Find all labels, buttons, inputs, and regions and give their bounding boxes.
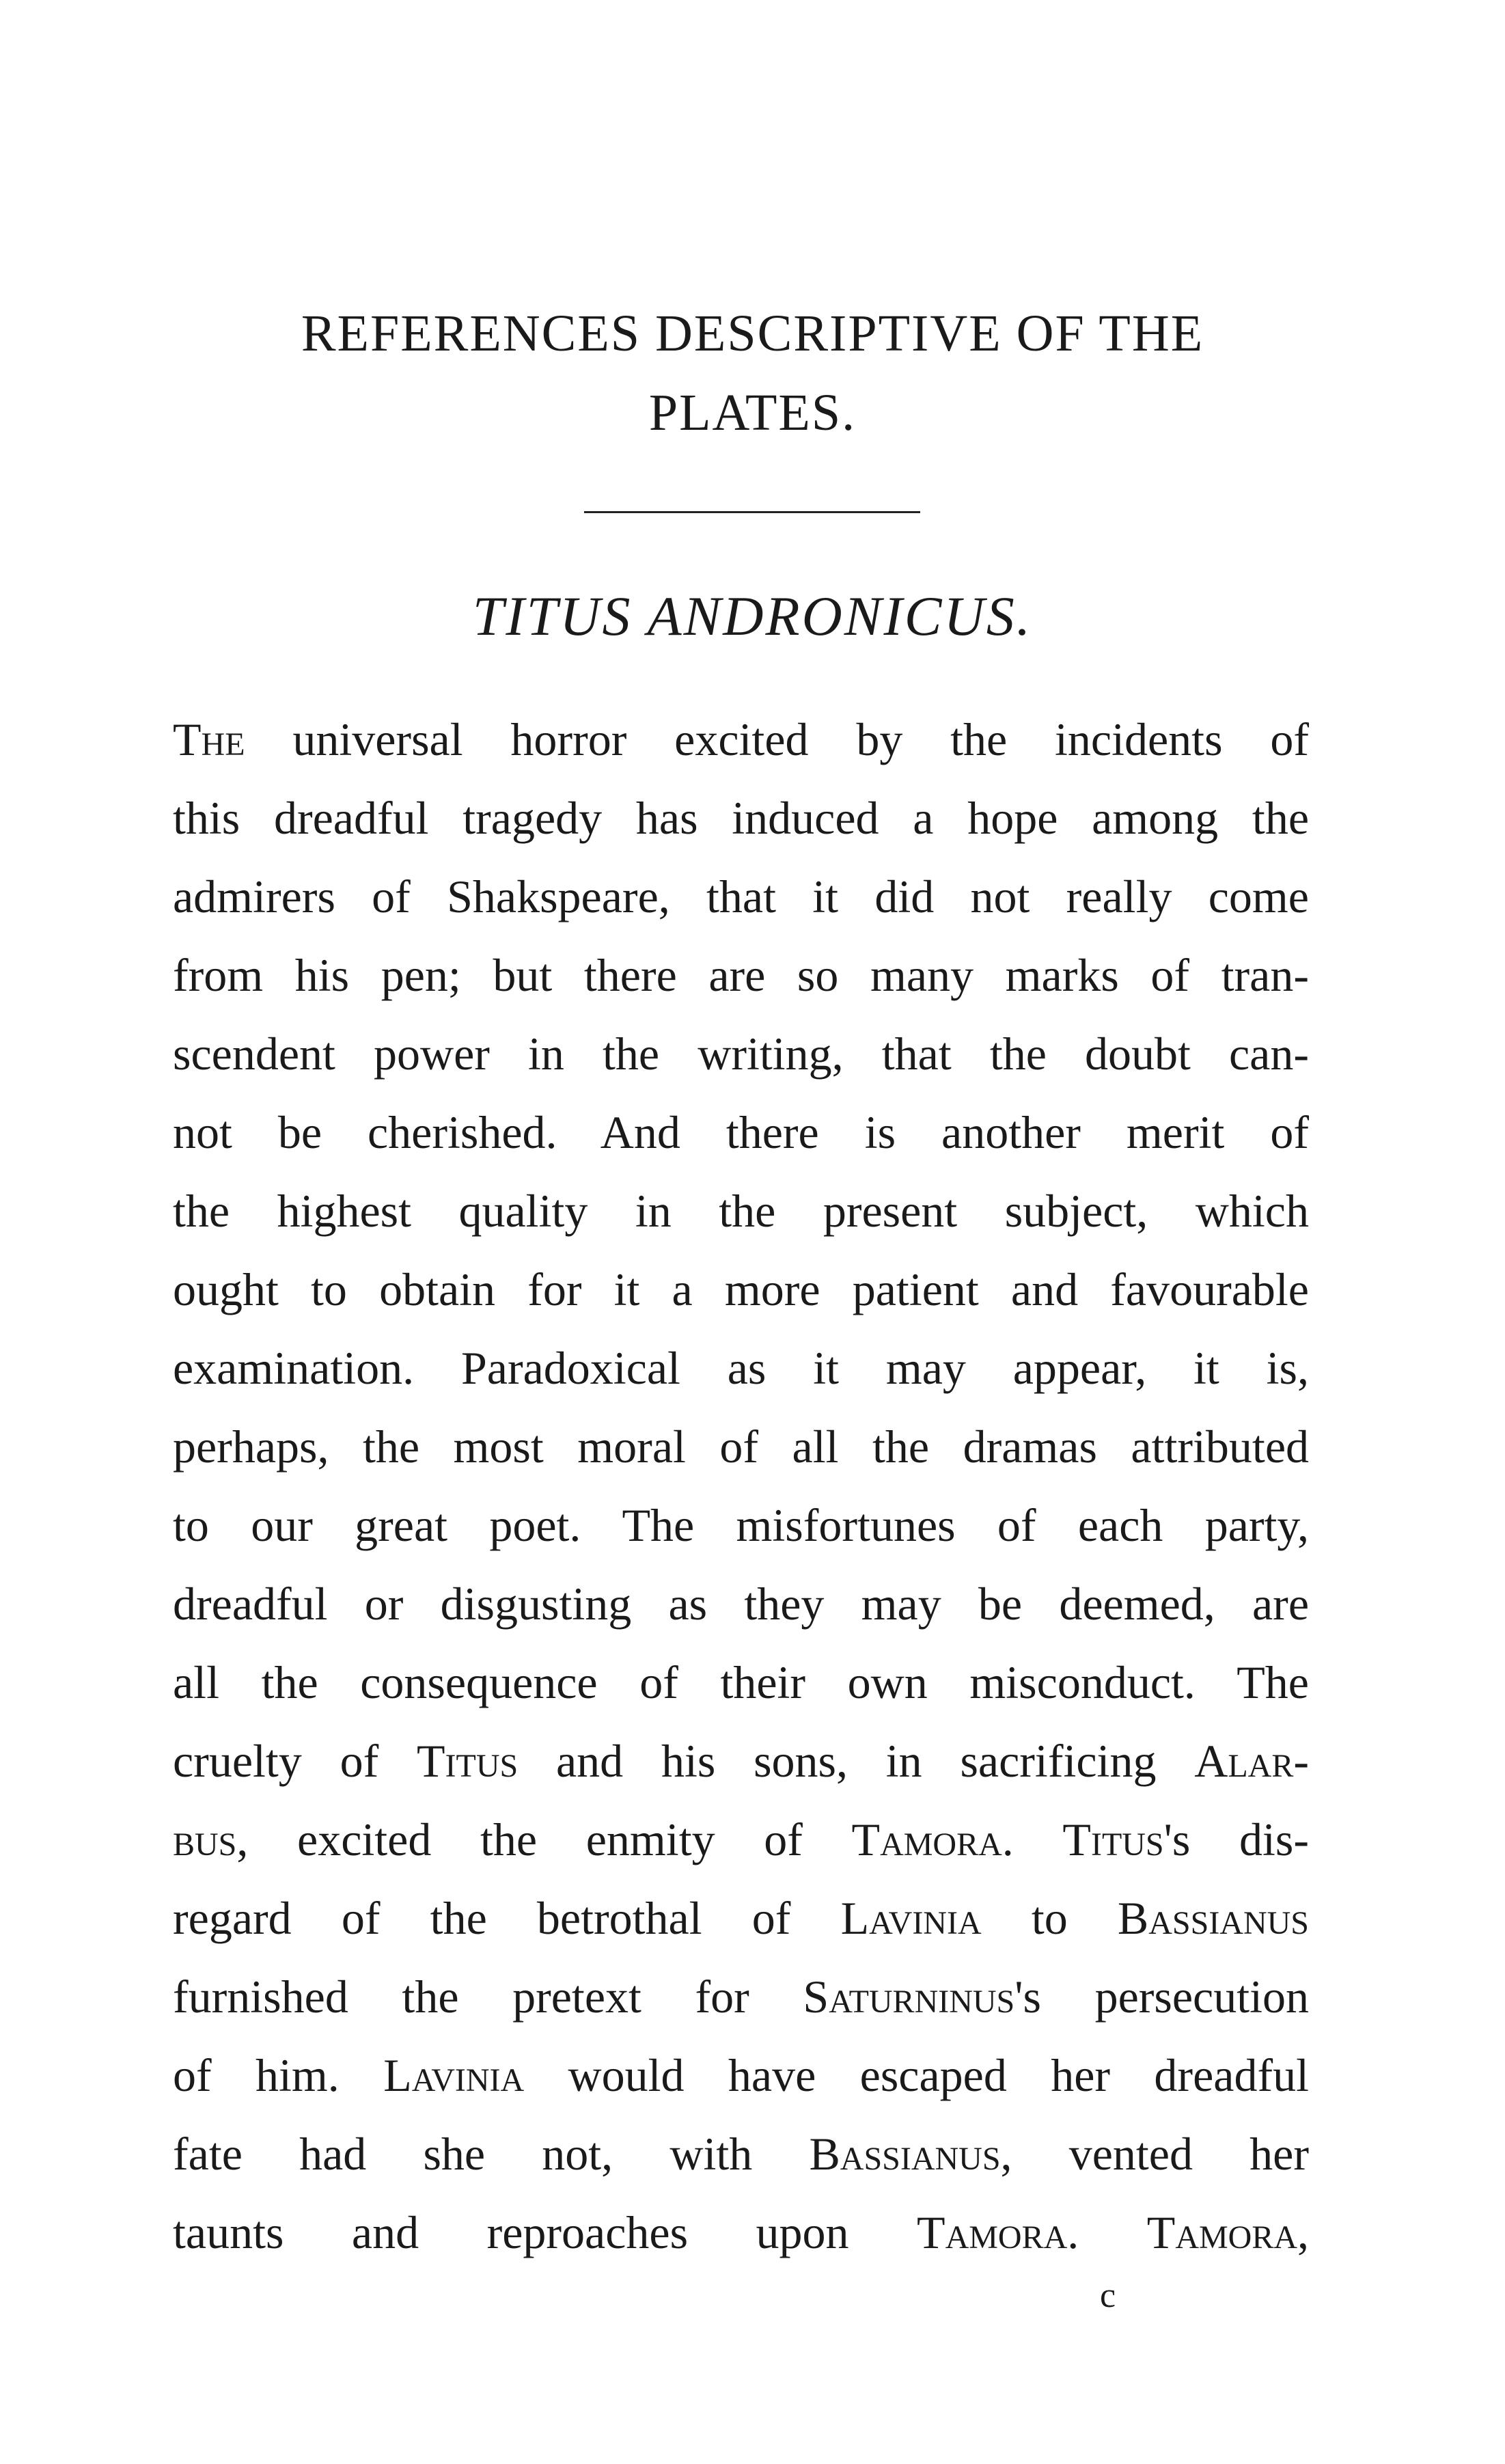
small-caps-name: Tamora [851,1813,1002,1865]
small-caps-name: Lavinia [840,1892,982,1944]
small-caps-name: Alar- [1194,1735,1309,1787]
text-run: fate had she not, with [173,2128,810,2180]
page-title-line-2: PLATES. [648,384,857,441]
section-heading: TITUS ANDRONICUS. [472,585,1033,647]
text-run: , vented her [1000,2128,1309,2180]
small-caps-name: Tamora [1146,2206,1298,2258]
text-run: cruelty of [173,1735,417,1787]
text-run: scendent power in the writing, that the doubt can- [173,1028,1309,1080]
text-line [173,700,1309,779]
text-run: not be cherished. And there is another merit of [173,1106,1309,1158]
signature-mark: c [1100,2276,1116,2315]
small-caps-name: Lavinia [383,2049,525,2101]
text-line [173,936,1309,1015]
text-line [173,1565,1309,1643]
text-run: would have escaped her dreadful [524,2049,1309,2101]
text-line [173,1879,1309,1958]
text-run: to our great poet. The misfortunes of each party, [173,1499,1309,1551]
text-run: perhaps, the most moral of all the dramas attributed [173,1421,1309,1473]
text-run: the highest quality in the present subject, which [173,1185,1309,1237]
text-run: examination. Paradoxical as it may appear, it is, [173,1342,1309,1394]
text-run: . [1002,1813,1063,1865]
small-caps-name: The [173,713,245,765]
text-run: 's dis- [1163,1813,1309,1865]
small-caps-name: Bassianus [1117,1892,1309,1944]
text-run: to [981,1892,1118,1944]
small-caps-name: bus [173,1813,237,1865]
text-run: from his pen; but there are so many marks of tran- [173,949,1309,1001]
text-run: furnished the pretext for [173,1971,803,2023]
small-caps-name: Bassianus [809,2128,1001,2180]
title-divider-rule [584,511,920,513]
text-line [173,1329,1309,1408]
text-line [173,858,1309,936]
body-paragraph [173,700,1309,2272]
text-line [173,779,1309,858]
text-run: , [1297,2206,1310,2258]
text-line [173,1250,1309,1329]
text-run: of him. [173,2049,384,2101]
text-run: admirers of Shakspeare, that it did not really come [173,871,1309,922]
text-line [173,1015,1309,1093]
page-title-line-1: REFERENCES DESCRIPTIVE OF THE [301,305,1204,362]
small-caps-name: Titus [417,1735,519,1787]
text-line [173,2115,1309,2193]
text-run: this dreadful tragedy has induced a hope among the [173,792,1309,844]
small-caps-name: Titus [1062,1813,1164,1865]
text-line [173,1958,1309,2036]
text-run: . [1067,2206,1147,2258]
text-line [173,2036,1309,2115]
text-run: , excited the enmity of [236,1813,852,1865]
text-run: ought to obtain for it a more patient and favourable [173,1263,1309,1315]
text-run: all the consequence of their own misconduct. The [173,1656,1309,1708]
small-caps-name: Saturninus [803,1971,1015,2023]
text-line [173,1408,1309,1486]
text-run: universal horror excited by the incidents of [245,713,1309,765]
small-caps-name: Tamora [917,2206,1068,2258]
text-run: dreadful or disgusting as they may be deemed, are [173,1578,1309,1630]
text-run: and his sons, in sacrificing [518,1735,1195,1787]
text-line [173,1722,1309,1801]
text-line [173,1093,1309,1172]
text-run: taunts and reproaches upon [173,2206,917,2258]
text-line [173,2193,1309,2272]
text-line [173,1643,1309,1722]
page-title [0,294,1505,452]
text-line [173,1172,1309,1250]
text-line [173,1486,1309,1565]
text-run: 's persecution [1014,1971,1310,2023]
text-run: regard of the betrothal of [173,1892,841,1944]
text-line [173,1801,1309,1879]
